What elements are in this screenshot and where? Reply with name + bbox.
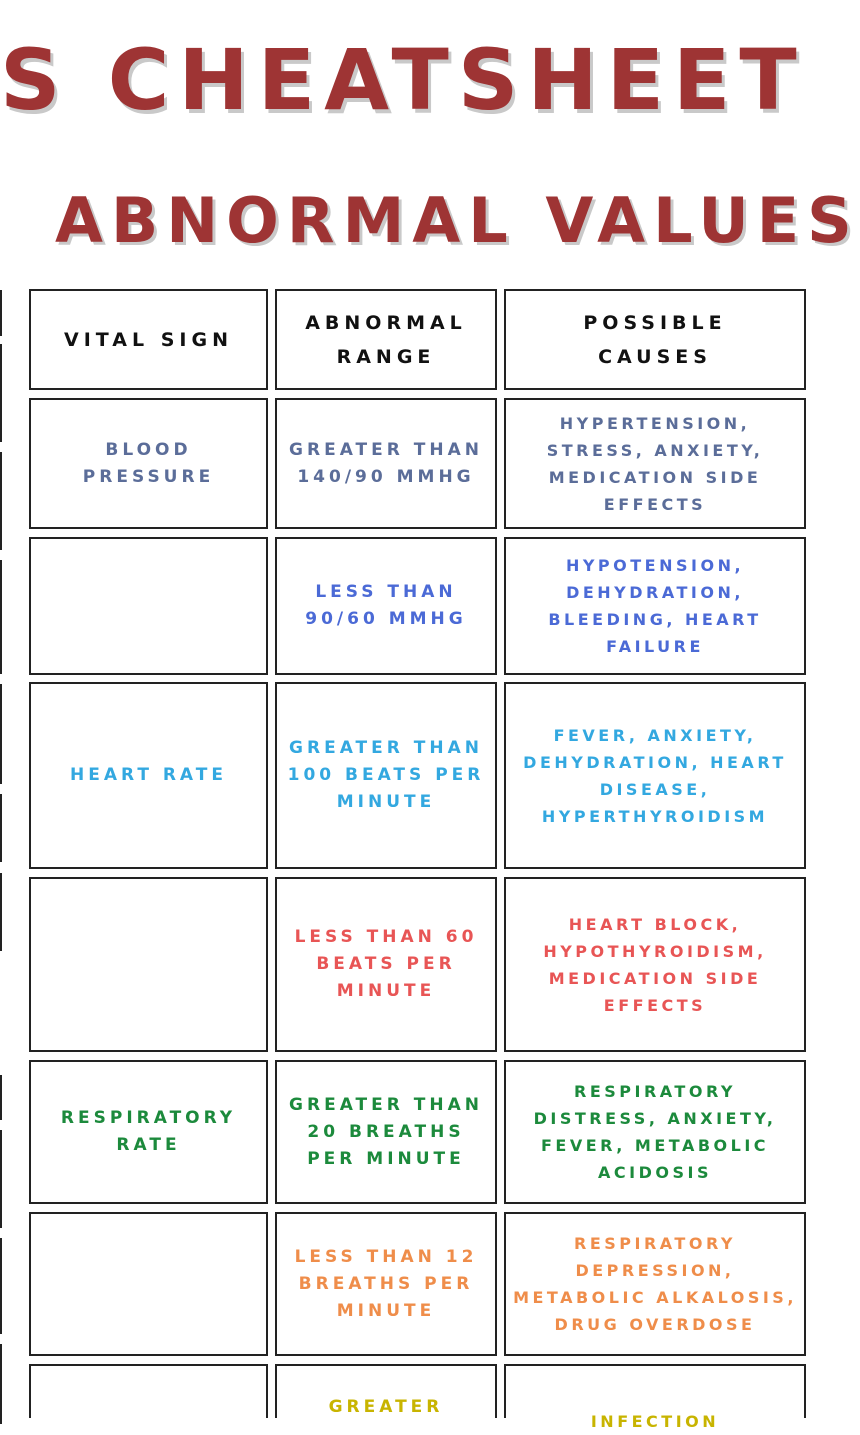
row-abnormal-range (275, 1212, 497, 1356)
left-edge-cell (0, 684, 2, 784)
possible-causes-text: HYPOTENSION, DEHYDRATION, BLEEDING, HEART FAILURE (548, 556, 762, 656)
abnormal-range-text: GREATER THAN 100 BEATS PER MINUTE (287, 738, 485, 812)
row-vital-sign (29, 1212, 268, 1356)
left-edge-cell (0, 560, 2, 674)
possible-causes-text: FEVER, ANXIETY, DEHYDRATION, HEART DISEASE, HYPERTHYROIDISM (523, 725, 787, 826)
row-vital-sign (29, 1060, 268, 1204)
left-edge-cell (0, 1075, 2, 1120)
left-edge-cell (0, 1238, 2, 1334)
header-abnormal-range-label: ABNORMAL RANGE (305, 311, 467, 368)
row-vital-sign (29, 877, 268, 1052)
left-edge-cell (0, 873, 2, 951)
row-abnormal-range (275, 1060, 497, 1204)
abnormal-range-text: LESS THAN 90/60 MMHG (305, 582, 467, 629)
header-abnormal-range (275, 289, 497, 390)
row-abnormal-range (275, 398, 497, 529)
possible-causes-text: INFECTION (590, 1412, 720, 1431)
row-possible-causes (504, 682, 806, 869)
abnormal-range-text: LESS THAN 12 BREATHS PER MINUTE (294, 1246, 478, 1321)
left-edge-cell (0, 290, 2, 336)
left-edge-cell (0, 1344, 2, 1424)
possible-causes-text: HYPERTENSION, STRESS, ANXIETY, MEDICATION SIDE EFFECTS (546, 413, 764, 514)
vital-sign-text: HEART RATE (70, 765, 227, 785)
row-possible-causes (504, 537, 806, 675)
header-possible-causes (504, 289, 806, 390)
page-title: S CHEATSHEET (0, 31, 806, 129)
row-abnormal-range (275, 537, 497, 675)
page-subtitle: ABNORMAL VALUES (55, 184, 860, 257)
left-edge-cell (0, 344, 2, 442)
row-abnormal-range (275, 877, 497, 1052)
abnormal-range-text: GREATER (328, 1397, 444, 1417)
abnormal-range-text: GREATER THAN 140/90 MMHG (289, 439, 483, 487)
row-possible-causes (504, 1212, 806, 1356)
row-possible-causes (504, 398, 806, 529)
possible-causes-text: RESPIRATORY DEPRESSION, METABOLIC ALKALOSIS, DRUG OVERDOSE (513, 1234, 797, 1334)
vital-sign-text: RESPIRATORY RATE (60, 1108, 237, 1155)
row-possible-causes (504, 1060, 806, 1204)
row-abnormal-range (275, 1364, 497, 1418)
header-possible-causes-label: POSSIBLE CAUSES (583, 311, 727, 368)
header-vital-sign-label: VITAL SIGN (64, 328, 233, 351)
row-vital-sign (29, 1364, 268, 1418)
left-edge-cell (0, 452, 2, 550)
row-possible-causes (504, 1364, 806, 1431)
header-vital-sign (29, 289, 268, 390)
row-possible-causes (504, 877, 806, 1052)
vital-sign-text: BLOOD PRESSURE (82, 439, 215, 487)
row-vital-sign (29, 537, 268, 675)
abnormal-range-text: LESS THAN 60 BEATS PER MINUTE (294, 927, 478, 1001)
possible-causes-text: RESPIRATORY DISTRESS, ANXIETY, FEVER, METABOLIC ACIDOSIS (533, 1082, 777, 1182)
possible-causes-text: HEART BLOCK, HYPOTHYROIDISM, MEDICATION SIDE EFFECTS (543, 914, 767, 1015)
row-abnormal-range (275, 682, 497, 869)
left-edge-cell (0, 794, 2, 862)
row-vital-sign (29, 398, 268, 529)
left-edge-cell (0, 1130, 2, 1228)
row-vital-sign (29, 682, 268, 869)
abnormal-range-text: GREATER THAN 20 BREATHS PER MINUTE (289, 1094, 483, 1169)
